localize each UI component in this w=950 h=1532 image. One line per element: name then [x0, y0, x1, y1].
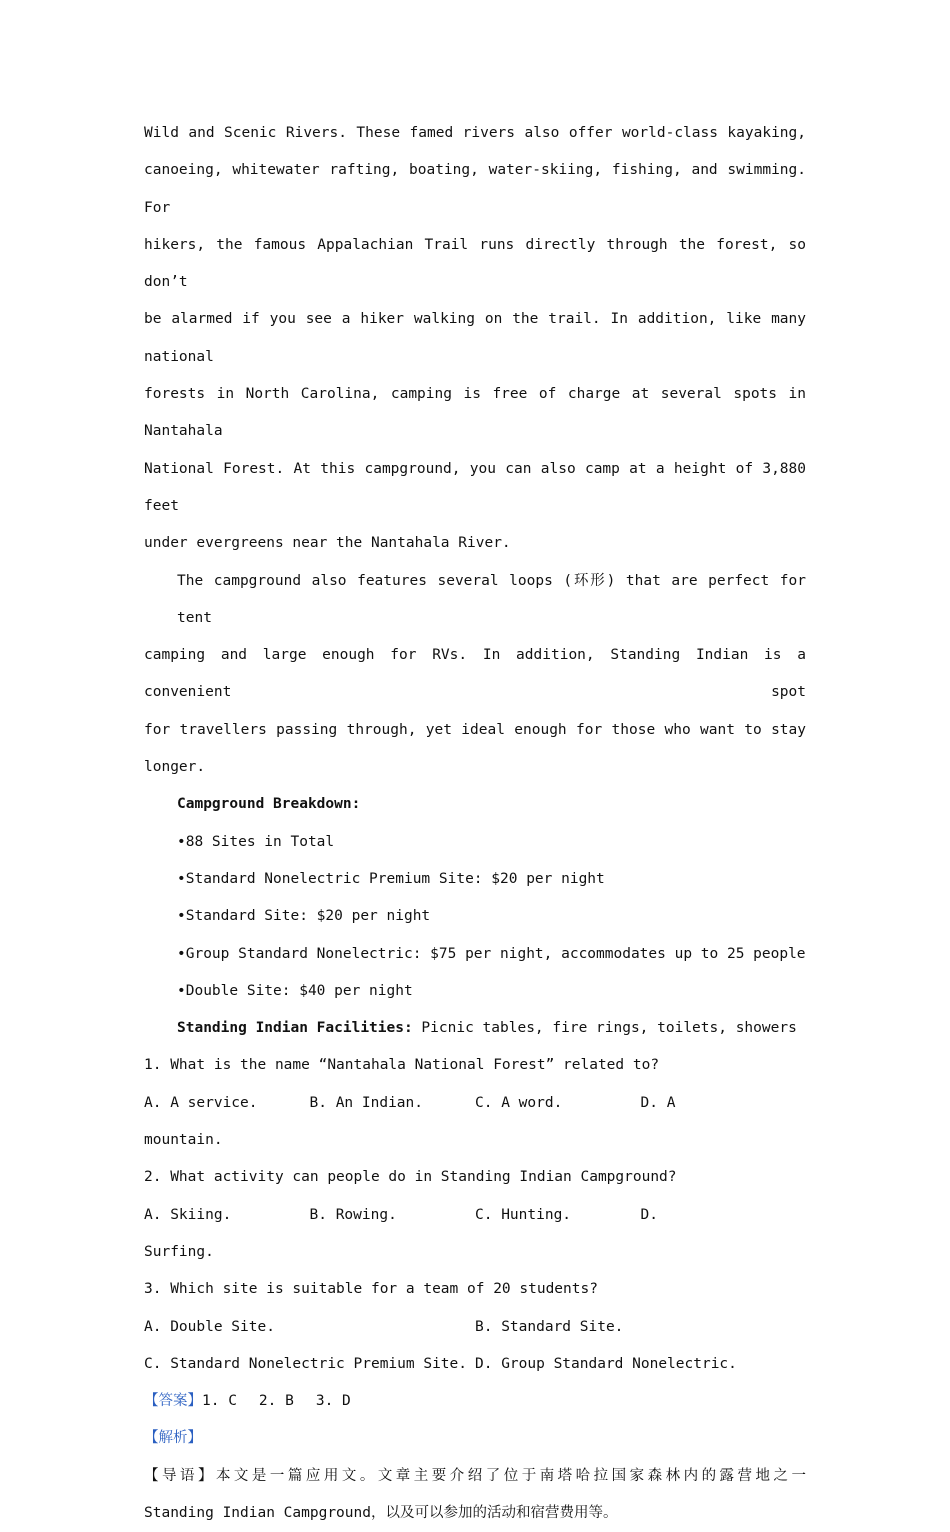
facilities-label: Standing Indian Facilities:: [177, 1020, 413, 1037]
option-d: D. Group Standard Nonelectric.: [475, 1355, 737, 1372]
option-b: B. An Indian.: [309, 1094, 423, 1111]
question-stem: 2. What activity can people do in Standing Indian Campground?: [144, 1169, 677, 1186]
intro-line: 【导语】本文是一篇应用文。文章主要介绍了位于南塔哈拉国家森林内的露营地之一: [144, 1467, 806, 1484]
option-c: C. Hunting.: [475, 1206, 572, 1223]
paragraph-1: [144, 115, 806, 563]
option-d: D. A: [640, 1094, 676, 1111]
option-b: B. Rowing.: [309, 1206, 397, 1223]
facilities-line: [144, 1010, 806, 1047]
options-row: [144, 1346, 806, 1383]
text-line: camping and large enough for RVs. In addition, Standing Indian is a convenient spot: [144, 647, 806, 701]
option-d: D.: [640, 1206, 658, 1223]
option-a: A. Skiing.: [144, 1206, 232, 1223]
options-row: [144, 1197, 806, 1234]
question-stem: 3. Which site is suitable for a team of 20 students?: [144, 1281, 598, 1298]
option-b: B. Standard Site.: [475, 1318, 624, 1335]
text-line: canoeing, whitewater rafting, boating, water-skiing, fishing, and swimming. For: [144, 162, 806, 216]
list-item: •Group Standard Nonelectric: $75 per night, accommodates up to 25 people: [177, 945, 806, 962]
text-line: be alarmed if you see a hiker walking on the trail. In addition, like many national: [144, 311, 806, 365]
answer-line: [144, 1383, 806, 1420]
text-line: forests in North Carolina, camping is free of charge at several spots in Nantahala: [144, 386, 806, 440]
analysis-label: 【解析】: [144, 1430, 202, 1447]
intro-line: Standing Indian Campground，以及可以参加的活动和宿营费用等。: [144, 1504, 618, 1521]
option-d-continued: Surfing.: [144, 1243, 214, 1260]
text-line: hikers, the famous Appalachian Trail runs directly through the forest, so don’t: [144, 236, 806, 291]
question-3: [144, 1271, 806, 1383]
text-line: under evergreens near the Nantahala River.: [144, 535, 511, 552]
option-c: C. A word.: [475, 1094, 563, 1111]
campground-breakdown: [144, 786, 806, 1010]
facilities-text: Picnic tables, fire rings, toilets, showers: [412, 1020, 797, 1037]
text-line: The campground also features several loops (环形) that are perfect for tent: [177, 572, 806, 626]
options-row: [144, 1085, 806, 1122]
options-row: [144, 1309, 806, 1346]
text-line: National Forest. At this campground, you can also camp at a height of 3,880 feet: [144, 460, 806, 514]
question-1: [144, 1047, 806, 1159]
question-2: [144, 1159, 806, 1271]
option-a: A. Double Site.: [144, 1318, 275, 1335]
option-c: C. Standard Nonelectric Premium Site.: [144, 1355, 468, 1372]
question-stem: 1. What is the name “Nantahala National Forest” related to?: [144, 1057, 660, 1074]
text-line: for travellers passing through, yet ideal enough for those who want to stay longer.: [144, 721, 806, 776]
answer-3: 3. D: [315, 1393, 351, 1410]
option-a: A. A service.: [144, 1094, 258, 1111]
intro-section: [144, 1458, 806, 1532]
list-item: •Standard Site: $20 per night: [177, 908, 431, 925]
option-d-continued: mountain.: [144, 1132, 223, 1149]
list-item: •Standard Nonelectric Premium Site: $20 per night: [177, 870, 605, 887]
answer-2: 2. B: [258, 1393, 294, 1410]
breakdown-heading: Campground Breakdown:: [177, 796, 361, 813]
list-item: •88 Sites in Total: [177, 833, 335, 850]
list-item: •Double Site: $40 per night: [177, 982, 413, 999]
answer-label: 【答案】: [144, 1393, 202, 1410]
text-line: Wild and Scenic Rivers. These famed rivers also offer world-class kayaking,: [144, 125, 806, 141]
document-page: [144, 115, 806, 1532]
paragraph-2: [144, 563, 806, 787]
answer-1: 1. C: [202, 1393, 237, 1410]
